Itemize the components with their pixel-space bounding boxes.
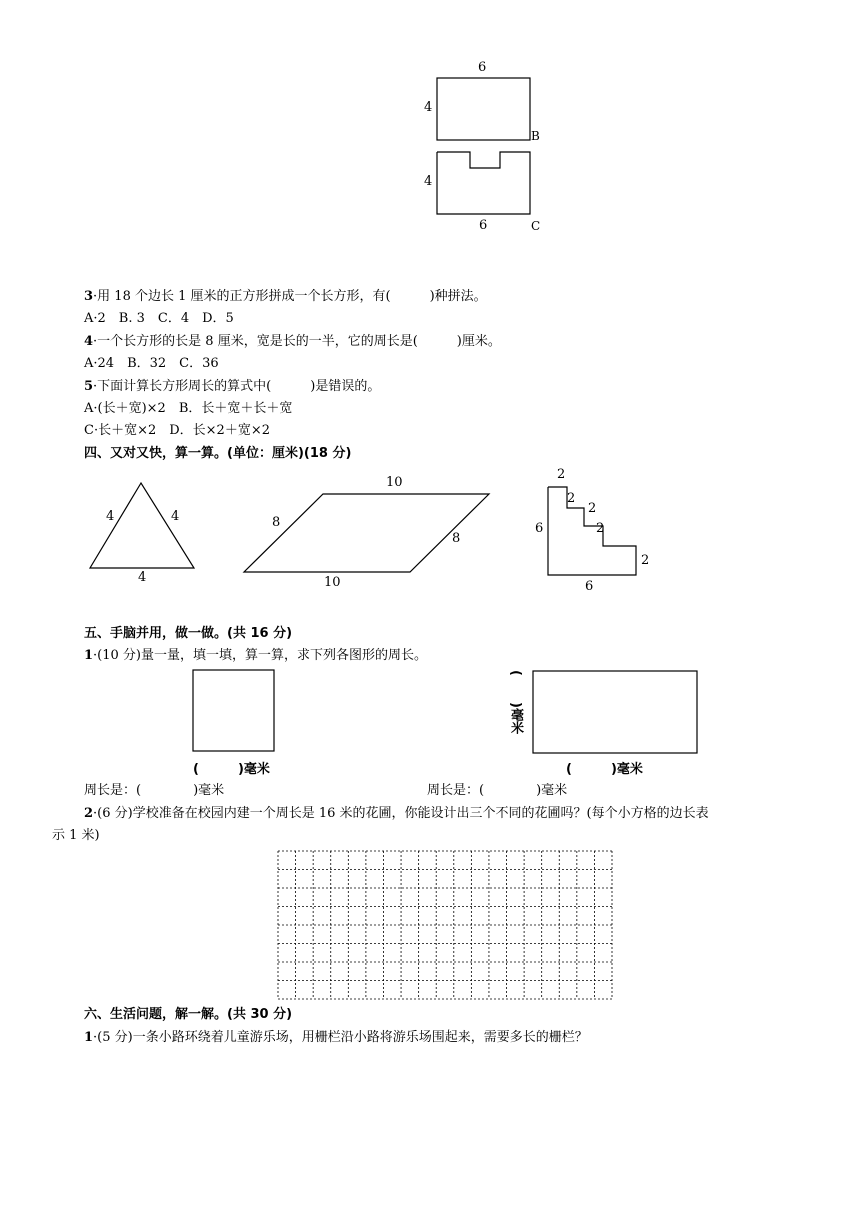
staircase-step3-label: 2 [588, 501, 597, 516]
question-options: C·长＋宽×2 D．长×2＋宽×2 [84, 423, 270, 438]
question-number: 1 [84, 1030, 94, 1045]
rect-c-bottom-label: 6 [479, 218, 488, 233]
triangle-right-label: 4 [171, 509, 180, 524]
section-5-question-2 [84, 805, 709, 823]
staircase-step5-label: 2 [641, 553, 650, 568]
question-text: ·(6 分)学校准备在校园内建一个周长是 16 米的花圃，你能设计出三个不同的花圃吗？(每个小方格的边长表 [93, 806, 709, 821]
rect-c-corner-label: C [531, 219, 541, 233]
rect-b-left-label: 4 [424, 100, 433, 115]
question-text: ·(5 分)一条小路环绕着儿童游乐场，用栅栏沿小路将游乐场围起来，需要多长的栅栏？ [93, 1030, 588, 1045]
square-measure-blank: ( )毫米 [193, 762, 270, 777]
rect-vertical-measure-blank: ( )毫米 [508, 670, 523, 734]
staircase-step4-label: 2 [596, 521, 605, 536]
perimeter-right-blank: 周长是：( )毫米 [427, 783, 568, 798]
parallelogram-top-label: 10 [386, 475, 403, 490]
section-5-heading: 五、手脑并用，做一做。(共 16 分) [84, 626, 293, 641]
parallelogram-bottom-label: 10 [324, 575, 341, 590]
staircase-step1-label: 2 [557, 467, 566, 482]
dotted-grid [277, 850, 613, 1000]
measure-square [193, 670, 274, 751]
parallelogram-left-label: 8 [272, 515, 281, 530]
section-4-heading: 四、又对又快，算一算。(单位：厘米)(18 分) [84, 446, 352, 461]
section-6-question-1 [84, 1029, 588, 1047]
section-6-heading: 六、生活问题，解一解。(共 30 分) [84, 1007, 293, 1022]
staircase-step2-label: 2 [567, 491, 576, 506]
question-text: ·用 18 个边长 1 厘米的正方形拼成一个长方形，有( )种拼法。 [93, 289, 487, 304]
question-text: ·下面计算长方形周长的算式中( )是错误的。 [93, 379, 381, 394]
question-options: A·24 B．32 C．36 [84, 356, 219, 371]
question-number: 4 [84, 334, 94, 349]
triangle-left-label: 4 [106, 509, 115, 524]
rect-b-corner-label: B [531, 129, 540, 143]
parallelogram-right-label: 8 [452, 531, 461, 546]
rect-b-top-label: 6 [478, 60, 487, 75]
question-number: 1 [84, 648, 94, 663]
staircase-left-label: 6 [535, 521, 544, 536]
question-text-continued: 示 1 米) [52, 828, 100, 843]
question-text: ·(10 分)量一量，填一填，算一算，求下列各图形的周长。 [93, 648, 427, 663]
rect-c-left-label: 4 [424, 174, 433, 189]
rect-measure-blank: ( )毫米 [566, 762, 643, 777]
triangle-bottom-label: 4 [138, 570, 147, 585]
perimeter-left-blank: 周长是：( )毫米 [84, 783, 225, 798]
question-number: 2 [84, 806, 94, 821]
question-number: 3 [84, 289, 94, 304]
question-text: ·一个长方形的长是 8 厘米，宽是长的一半，它的周长是( )厘米。 [93, 334, 501, 349]
question-options: A·(长＋宽)×2 B．长＋宽＋长＋宽 [84, 401, 293, 416]
question-options: A·2 B. 3 C．4 D．5 [84, 311, 234, 326]
staircase-bottom-label: 6 [585, 579, 594, 594]
question-number: 5 [84, 379, 94, 394]
measure-rectangle [533, 671, 697, 753]
